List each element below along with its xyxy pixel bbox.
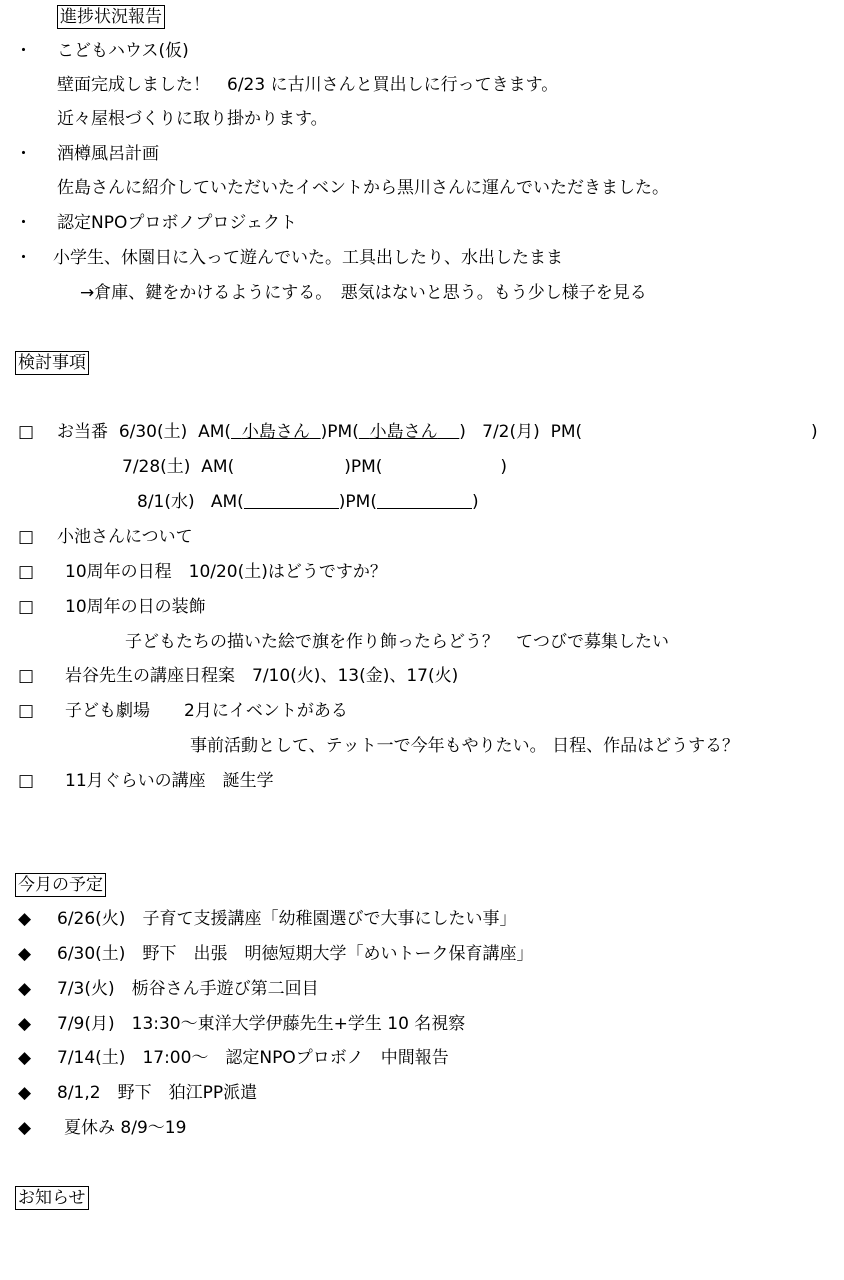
item-text: 佐島さんに紹介していただいたイベントから黒川さんに運んでいただきました。: [57, 178, 669, 198]
bullet: ・: [15, 248, 32, 268]
review-item-sub: 事前活動として、テット一で今年もやりたい。 日程、作品はどうする？: [190, 736, 740, 756]
checkbox-icon: □: [18, 597, 35, 617]
diamond-icon: ◆: [18, 1048, 32, 1068]
diamond-icon: ◆: [18, 1118, 32, 1138]
schedule-item: 7/3(火) 栃谷さん手遊び第二回目: [57, 979, 319, 999]
schedule-item: 夏休み 8/9～19: [64, 1118, 187, 1138]
review-item-sub: 子どもたちの描いた絵で旗を作り飾ったらどう？ てつびで募集したい: [125, 632, 669, 652]
checkbox-icon: □: [18, 771, 35, 791]
duty-date: 6/30(土): [118, 422, 188, 442]
diamond-icon: ◆: [18, 1014, 32, 1034]
review-item: 10周年の日の装飾: [65, 597, 206, 617]
checkbox-icon: □: [18, 701, 35, 721]
bullet: ・: [15, 213, 32, 233]
item-title: 小学生、休園日に入って遊んでいた。工具出したり、水出したまま: [53, 248, 563, 268]
section-heading-notice: お知らせ: [15, 1186, 89, 1210]
bullet: ・: [15, 41, 32, 61]
diamond-icon: ◆: [18, 909, 32, 929]
diamond-icon: ◆: [18, 944, 32, 964]
section-heading-review: 検討事項: [15, 351, 89, 375]
schedule-item: 7/14(土) 17:00～ 認定NPOプロボノ 中間報告: [57, 1048, 449, 1068]
item-text: 壁面完成しました！ 6/23 に古川さんと買出しに行ってきます。: [57, 75, 559, 95]
schedule-item: 8/1,2 野下 狛江PP派遣: [57, 1083, 258, 1103]
duty-row-1: お当番 6/30(土) AM( 小島さん )PM( 小島さん ) 7/2(月) PM(: [57, 422, 583, 442]
section-heading-progress: 進捗状況報告: [57, 5, 165, 29]
item-text: →倉庫、鍵をかけるようにする。 悪気はないと思う。もう少し様子を見る: [80, 283, 647, 303]
duty-am-name: 小島さん: [241, 422, 310, 442]
item-title: こどもハウス(仮): [57, 41, 189, 61]
duty-close-paren: ): [811, 422, 818, 442]
duty-date: 7/28(土): [122, 457, 191, 477]
bullet: ・: [15, 144, 32, 164]
review-item: 10周年の日程 10/20(土)はどうですか？: [65, 562, 387, 582]
review-item: 岩谷先生の講座日程案 7/10(火)、13(金)、17(火): [65, 666, 459, 686]
duty-date: 7/2(月): [482, 422, 540, 442]
duty-date: 8/1(水): [137, 492, 195, 512]
checkbox-icon: □: [18, 527, 35, 547]
schedule-item: 6/30(土) 野下 出張 明徳短期大学「めいトーク保育講座」: [57, 944, 534, 964]
duty-pm-name: 小島さん: [369, 422, 438, 442]
duty-row-2: 7/28(土) AM( )PM( ): [122, 457, 508, 477]
checkbox-icon: □: [18, 422, 35, 442]
item-title: 酒樽風呂計画: [57, 144, 159, 164]
checkbox-icon: □: [18, 562, 35, 582]
schedule-item: 6/26(火) 子育て支援講座「幼稚園選びで大事にしたい事」: [57, 909, 517, 929]
review-item: 小池さんについて: [57, 527, 193, 547]
checkbox-icon: □: [18, 666, 35, 686]
review-item: 11月ぐらいの講座 誕生学: [65, 771, 274, 791]
diamond-icon: ◆: [18, 979, 32, 999]
duty-row-3: 8/1(水) AM( )PM( ): [137, 492, 479, 512]
schedule-item: 7/9(月) 13:30～東洋大学伊藤先生+学生 10 名視察: [57, 1014, 466, 1034]
duty-label: お当番: [57, 422, 108, 442]
review-item: 子ども劇場 2月にイベントがある: [65, 701, 348, 721]
item-title: 認定NPOプロボノプロジェクト: [57, 213, 298, 233]
section-heading-month: 今月の予定: [15, 873, 106, 897]
diamond-icon: ◆: [18, 1083, 32, 1103]
item-text: 近々屋根づくりに取り掛かります。: [57, 109, 328, 129]
